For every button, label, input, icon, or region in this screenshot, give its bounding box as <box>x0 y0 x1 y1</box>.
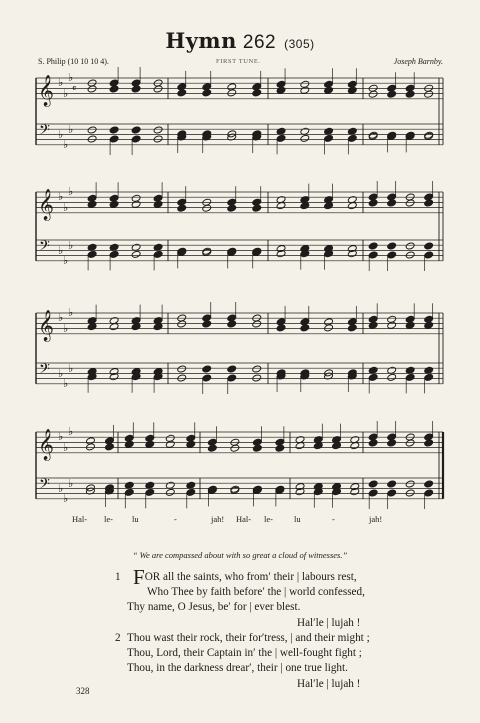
bass-note <box>109 135 119 143</box>
alto-note <box>368 90 378 98</box>
bass-note <box>368 373 378 381</box>
alto-note <box>252 204 262 212</box>
alto-note <box>300 324 310 332</box>
bass-clef-icon: 𝄢 <box>39 476 50 496</box>
bass-note <box>153 135 163 143</box>
alto-note <box>368 439 378 447</box>
tenor-note <box>227 365 237 373</box>
tenor-note <box>177 365 187 373</box>
alto-note <box>350 442 360 450</box>
flat-sign-icon: ♭ <box>63 492 69 505</box>
alto-note <box>131 85 141 93</box>
flat-sign-icon: ♭ <box>63 138 69 151</box>
verse-line: Thy name, O Jesus, be′ for | ever blest. <box>127 601 301 614</box>
time-signature-icon: 𝄴 <box>72 84 77 95</box>
bass-clef-icon: 𝄢 <box>39 238 50 258</box>
bass-note <box>424 251 434 259</box>
tenor-note <box>202 365 212 373</box>
alto-note <box>109 200 119 208</box>
verse-number: 1 <box>115 571 121 583</box>
alto-note <box>347 86 357 94</box>
alto-note <box>276 324 286 332</box>
bass-note <box>347 134 357 142</box>
alto-note <box>87 323 97 331</box>
bass-note <box>387 489 397 497</box>
treble-clef-icon: 𝄞 <box>38 429 54 460</box>
alto-note <box>387 199 397 207</box>
flat-sign-icon: ♭ <box>58 128 64 141</box>
bass-note <box>252 374 262 382</box>
tune-name: S. Philip (10 10 10 4). <box>38 57 109 66</box>
bass-note <box>300 134 310 142</box>
alto-note <box>424 439 434 447</box>
alto-note <box>405 321 415 329</box>
alto-note <box>387 90 397 98</box>
tenor-note <box>153 126 163 134</box>
epigraph: “ We are compassed about with so great a cloud of witnesses.” <box>132 550 348 560</box>
alto-note <box>153 200 163 208</box>
lyric-syllable: jah! <box>211 514 225 524</box>
tenor-note <box>252 365 262 373</box>
alto-note <box>87 85 97 93</box>
bass-note <box>131 135 141 143</box>
tenor-note <box>131 126 141 134</box>
flat-sign-icon: ♭ <box>63 377 69 390</box>
alto-note <box>86 443 96 451</box>
alto-note <box>295 442 305 450</box>
alto-note <box>300 86 310 94</box>
bass-clef-icon: 𝄢 <box>39 122 50 142</box>
alto-note <box>387 439 397 447</box>
alto-note <box>405 199 415 207</box>
flat-sign-icon: ♭ <box>68 185 74 198</box>
alto-note <box>275 444 285 452</box>
tenor-note <box>424 242 434 250</box>
verse-line: FOR all the saints, who from′ their | labours rest, <box>133 565 357 589</box>
bass-note <box>165 488 175 496</box>
flat-sign-icon: ♭ <box>58 311 64 324</box>
lyric-syllable: - <box>174 514 177 524</box>
alto-note <box>109 323 119 331</box>
tenor-note <box>109 126 119 134</box>
alto-note <box>324 324 334 332</box>
bass-note <box>177 374 187 382</box>
lyric-syllable: - <box>332 514 335 524</box>
flat-sign-icon: ♭ <box>58 76 64 89</box>
alto-note <box>313 442 323 450</box>
alto-note <box>368 199 378 207</box>
bass-note <box>145 488 155 496</box>
flat-sign-icon: ♭ <box>63 441 69 454</box>
flat-sign-icon: ♭ <box>68 306 74 319</box>
bass-note <box>387 251 397 259</box>
alto-note <box>177 89 187 97</box>
alto-note <box>145 440 155 448</box>
tune-position: FIRST TUNE. <box>216 58 261 65</box>
flat-sign-icon: ♭ <box>68 239 74 252</box>
lyric-syllable: Hal- <box>236 514 252 524</box>
alto-note <box>202 204 212 212</box>
bass-note <box>153 250 163 258</box>
bass-note <box>324 134 334 142</box>
flat-sign-icon: ♭ <box>68 477 74 490</box>
alto-note <box>347 324 357 332</box>
flat-sign-icon: ♭ <box>68 425 74 438</box>
bass-note <box>405 373 415 381</box>
lyric-syllable: jah! <box>369 514 383 524</box>
alto-note <box>186 440 196 448</box>
bass-note <box>424 373 434 381</box>
verse-line: Hal′le | lujah ! <box>297 616 361 629</box>
lyric-syllable: le- <box>264 514 273 524</box>
composer: Joseph Barnby. <box>393 57 443 66</box>
verse-line: Thou, Lord, their Captain in′ the | well-fought fight ; <box>127 647 362 660</box>
alto-note <box>332 442 342 450</box>
lyric-syllable: le- <box>104 514 113 524</box>
flat-sign-icon: ♭ <box>68 362 74 375</box>
alto-note <box>276 202 286 210</box>
tenor-note <box>368 242 378 250</box>
alto-note <box>424 321 434 329</box>
flat-sign-icon: ♭ <box>58 430 64 443</box>
alto-note <box>252 320 262 328</box>
alto-note <box>347 202 357 210</box>
bass-note <box>405 489 415 497</box>
verse-line: Thou wast their rock, their for′tress, | and their might ; <box>127 632 370 644</box>
hymn-word: Hymn <box>165 28 237 53</box>
alto-note <box>207 444 217 452</box>
flat-sign-icon: ♭ <box>58 244 64 257</box>
alto-note <box>424 90 434 98</box>
alto-note <box>202 320 212 328</box>
bass-note <box>227 374 237 382</box>
hymn-number: 262 <box>242 32 277 53</box>
lyric-syllable: Hal- <box>72 514 88 524</box>
tenor-note <box>387 480 397 488</box>
alto-note <box>405 439 415 447</box>
bass-note <box>124 488 134 496</box>
alto-note <box>105 443 115 451</box>
alto-note <box>368 321 378 329</box>
tenor-note <box>368 480 378 488</box>
alto-note <box>227 89 237 97</box>
tenor-note <box>405 480 415 488</box>
alto-note <box>424 199 434 207</box>
drop-cap: F <box>133 565 145 589</box>
verse-line: Who Thee by faith before′ the | world confessed, <box>147 586 365 599</box>
alto-note <box>405 90 415 98</box>
verse-line: Thou, in the darkness drear′, their | one true light. <box>127 662 348 675</box>
alto-note <box>387 321 397 329</box>
tenor-note <box>405 242 415 250</box>
flat-sign-icon: ♭ <box>63 201 69 214</box>
alto-note <box>131 323 141 331</box>
bass-note <box>387 373 397 381</box>
bass-note <box>405 251 415 259</box>
bass-note <box>186 488 196 496</box>
flat-sign-icon: ♭ <box>63 254 69 267</box>
lyric-syllable: lu <box>294 514 301 524</box>
tenor-note <box>424 480 434 488</box>
bass-note <box>424 489 434 497</box>
alto-note <box>131 200 141 208</box>
flat-sign-icon: ♭ <box>58 190 64 203</box>
alto-note <box>202 89 212 97</box>
page-number: 328 <box>76 686 90 696</box>
bass-note <box>368 251 378 259</box>
verse-1 <box>115 565 365 631</box>
tenor-note <box>387 242 397 250</box>
alto-note <box>324 86 334 94</box>
alt-hymn-number: (305) <box>284 37 315 51</box>
bass-note <box>87 135 97 143</box>
alto-note <box>252 444 262 452</box>
bass-note <box>131 250 141 258</box>
alto-note <box>227 204 237 212</box>
tenor-note <box>87 126 97 134</box>
bass-clef-icon: 𝄢 <box>39 361 50 381</box>
alto-note <box>230 444 240 452</box>
treble-clef-icon: 𝄞 <box>38 189 54 220</box>
flat-sign-icon: ♭ <box>58 367 64 380</box>
alto-note <box>153 323 163 331</box>
alto-note <box>124 440 134 448</box>
flat-sign-icon: ♭ <box>68 71 74 84</box>
flat-sign-icon: ♭ <box>68 123 74 136</box>
flat-sign-icon: ♭ <box>63 322 69 335</box>
lyric-syllable: lu <box>132 514 139 524</box>
flat-sign-icon: ♭ <box>58 482 64 495</box>
bass-note <box>276 134 286 142</box>
alto-note <box>165 440 175 448</box>
bass-note <box>109 250 119 258</box>
alto-note <box>276 86 286 94</box>
alto-note <box>109 85 119 93</box>
bass-note <box>87 250 97 258</box>
alto-note <box>227 320 237 328</box>
verse-2 <box>115 631 370 692</box>
alto-note <box>177 320 187 328</box>
treble-clef-icon: 𝄞 <box>38 75 54 106</box>
alto-note <box>177 204 187 212</box>
alto-note <box>300 202 310 210</box>
alto-note <box>153 85 163 93</box>
treble-clef-icon: 𝄞 <box>38 310 54 341</box>
alto-note <box>252 89 262 97</box>
alto-note <box>324 202 334 210</box>
bass-note <box>368 489 378 497</box>
alto-note <box>87 200 97 208</box>
bass-note <box>202 374 212 382</box>
verse-line: Hal′le | lujah ! <box>297 677 361 690</box>
verse-number: 2 <box>115 632 121 644</box>
flat-sign-icon: ♭ <box>63 87 69 100</box>
